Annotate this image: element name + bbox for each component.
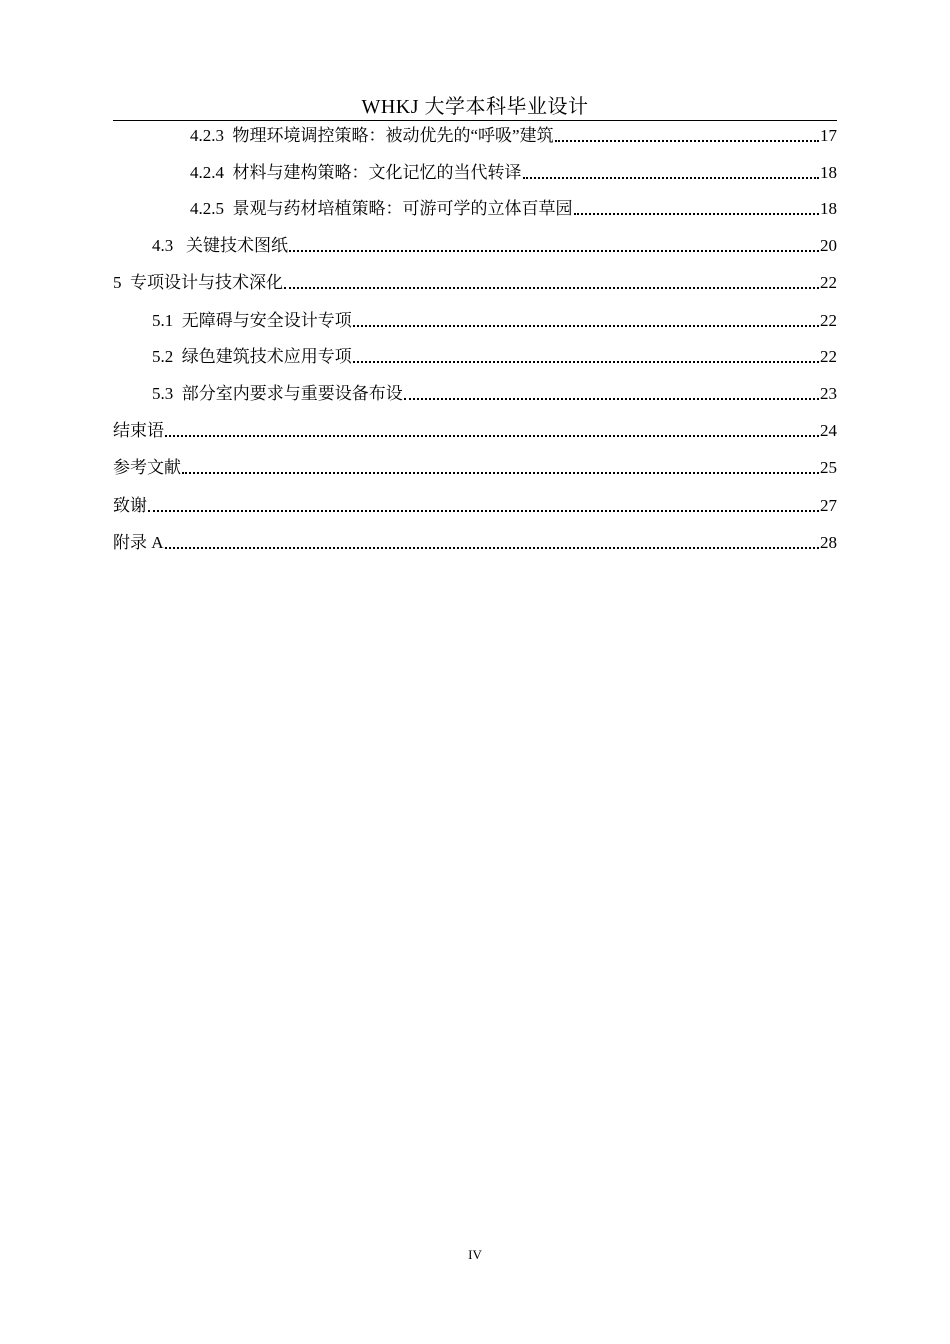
dot-leader — [182, 472, 819, 474]
toc-entry-title: 景观与药材培植策略：可游可学的立体百草园 — [232, 199, 573, 218]
toc-entry-number: 4.3 — [152, 236, 186, 255]
toc-entry-acknowledgements[interactable] — [113, 493, 837, 519]
toc-entry-number: 4.2.5 — [190, 199, 233, 218]
header-title: WHKJ 大学本科毕业设计 — [361, 96, 589, 118]
dot-leader — [353, 361, 819, 363]
toc-entry-title: 专项设计与技术深化 — [130, 273, 283, 292]
toc-entry-title: 参考文献 — [113, 458, 181, 477]
dot-leader — [148, 510, 819, 512]
toc-entry-4-2-3[interactable] — [113, 123, 837, 149]
dot-leader — [404, 398, 819, 400]
toc-entry-page: 22 — [820, 273, 837, 292]
toc-entry-appendix-a[interactable] — [113, 530, 837, 556]
toc-entry-page: 18 — [820, 199, 837, 218]
dot-leader — [555, 140, 819, 142]
dot-leader — [353, 325, 819, 327]
page-header — [113, 94, 837, 120]
toc-entry-references[interactable] — [113, 455, 837, 481]
toc-entry-page: 22 — [820, 347, 837, 366]
dot-leader — [523, 177, 820, 179]
toc-entry-title: 致谢 — [113, 496, 147, 515]
toc-entry-title: 物理环境调控策略：被动优先的“呼吸”建筑 — [232, 126, 554, 145]
toc-entry-title: 材料与建构策略：文化记忆的当代转译 — [232, 163, 522, 182]
header-rule — [113, 120, 837, 121]
toc-entry-number: 5.1 — [152, 311, 182, 330]
toc-entry-5[interactable] — [113, 270, 837, 296]
dot-leader — [165, 435, 819, 437]
toc-entry-page: 22 — [820, 311, 837, 330]
toc-entry-5-2[interactable] — [113, 344, 837, 370]
toc-entry-page: 17 — [820, 126, 837, 145]
dot-leader — [289, 250, 819, 252]
toc-entry-page: 20 — [820, 236, 837, 255]
toc-entry-4-3[interactable] — [113, 233, 837, 259]
toc-entry-number: 4.2.4 — [190, 163, 233, 182]
toc-entry-4-2-4[interactable] — [113, 160, 837, 186]
dot-leader — [165, 547, 819, 549]
toc-entry-title: 绿色建筑技术应用专项 — [181, 347, 352, 366]
toc-entry-page: 24 — [820, 421, 837, 440]
toc-entry-page: 27 — [820, 496, 837, 515]
toc-entry-conclusion[interactable] — [113, 418, 837, 444]
toc-entry-page: 18 — [820, 163, 837, 182]
toc-entry-page: 28 — [820, 533, 837, 552]
toc-entry-title: 关键技术图纸 — [186, 236, 288, 255]
toc-entry-5-1[interactable] — [113, 308, 837, 334]
toc-entry-page: 25 — [820, 458, 837, 477]
toc-entry-4-2-5[interactable] — [113, 196, 837, 222]
toc-entry-page: 23 — [820, 384, 837, 403]
toc-entry-title: 附录 A — [113, 533, 164, 552]
toc-entry-number: 4.2.3 — [190, 126, 233, 145]
page-number: IV — [468, 1247, 482, 1262]
page-footer — [113, 1245, 837, 1265]
toc-entry-title: 结束语 — [113, 421, 164, 440]
toc-entry-number: 5 — [113, 273, 130, 292]
toc-entry-number: 5.3 — [152, 384, 182, 403]
dot-leader — [574, 213, 820, 215]
toc-entry-5-3[interactable] — [113, 381, 837, 407]
toc-entry-title: 无障碍与安全设计专项 — [181, 311, 352, 330]
toc-entry-number: 5.2 — [152, 347, 182, 366]
dot-leader — [284, 287, 819, 289]
toc-entry-title: 部分室内要求与重要设备布设 — [181, 384, 403, 403]
